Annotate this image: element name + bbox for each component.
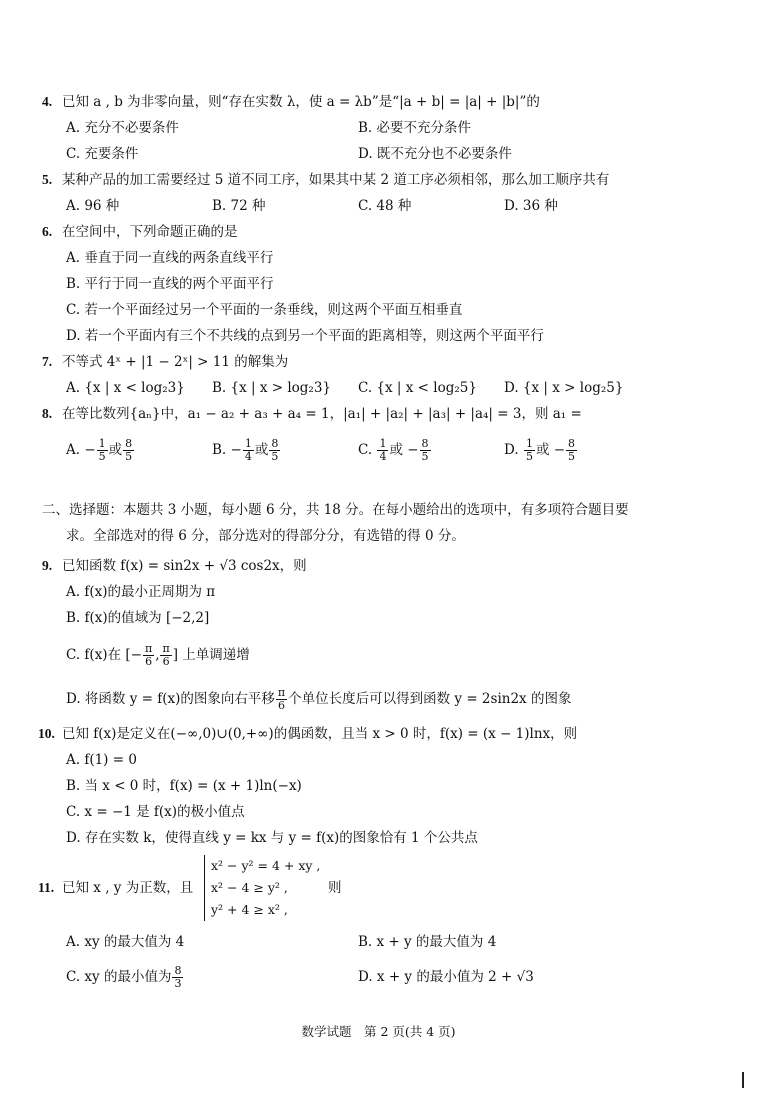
question-6-option-c-row (0, 300, 757, 324)
numerator: 1 (98, 437, 106, 450)
option-b: B. 72 种 (212, 198, 266, 214)
question-11-options-1 (0, 932, 757, 956)
fraction (243, 438, 254, 463)
question-6-option-b-row (0, 274, 757, 298)
question-4-options-1 (0, 118, 757, 142)
option-b: B. x + y 的最大值为 4 (358, 934, 497, 950)
numerator: 8 (568, 437, 576, 450)
numerator: 8 (174, 964, 182, 977)
question-5-stem (0, 170, 757, 194)
numerator: 1 (379, 437, 387, 450)
question-10-option-d-row (0, 828, 757, 852)
section-title-line2: 求。全部选对的得 6 分，部分选对的得部分分，有选错的得 0 分。 (66, 528, 465, 544)
option-label: C. (358, 442, 373, 458)
question-10-option-c-row (0, 802, 757, 826)
numerator: 8 (125, 437, 133, 450)
question-text: 已知 f(x)是定义在(−∞,0)∪(0,+∞)的偶函数，且当 x > 0 时，f(x) = (x − 1)lnx，则 (62, 726, 578, 742)
question-10-option-a-row (0, 750, 757, 774)
fraction (269, 438, 280, 463)
denominator: 5 (98, 450, 106, 463)
question-7-options (0, 378, 757, 402)
option-text: ] 上单调递增 (172, 647, 250, 663)
question-number: 7. (42, 354, 53, 369)
denominator: 3 (174, 977, 182, 990)
numerator: 8 (421, 437, 429, 450)
fraction (160, 643, 171, 668)
question-number: 8. (42, 406, 53, 421)
option-text: 个单位长度后可以得到函数 y = 2sin2x 的图象 (288, 691, 572, 707)
question-8-options (0, 432, 757, 472)
question-9-option-b-row (0, 608, 757, 632)
option-d: D. 既不充分也不必要条件 (358, 146, 512, 162)
question-text: 在空间中，下列命题正确的是 (62, 224, 238, 240)
or-text: 或 (254, 442, 269, 458)
option-a: A. f(x)的最小正周期为 π (66, 584, 216, 600)
option-a: A. 垂直于同一直线的两条直线平行 (66, 250, 274, 266)
fraction (276, 687, 287, 712)
option-b: B. 平行于同一直线的两个平面平行 (66, 276, 274, 292)
denominator: 5 (525, 450, 533, 463)
option-d (504, 432, 578, 468)
or-text: 或 (108, 442, 123, 458)
numerator: 1 (244, 437, 252, 450)
question-11-options-2 (0, 960, 757, 996)
equation-line: x² − y² = 4 + xy , (211, 858, 321, 873)
fraction (97, 438, 108, 463)
then-text: 则 (328, 880, 342, 896)
question-number: 6. (42, 224, 53, 239)
option-d: D. 若一个平面内有三个不共线的点到另一个平面的距离相等，则这两个平面平行 (66, 328, 544, 344)
scan-edge-mark (742, 1072, 744, 1088)
option-b: B. 必要不充分条件 (358, 120, 472, 136)
fraction (377, 438, 388, 463)
option-c: C. 若一个平面经过另一个平面的一条垂线，则这两个平面互相垂直 (66, 302, 463, 318)
numerator: 1 (525, 437, 533, 450)
fraction (420, 438, 431, 463)
comma: , (155, 647, 160, 663)
question-text: 已知 x , y 为正数，且 (62, 880, 194, 896)
question-number: 5. (42, 172, 53, 187)
option-a: A. {x | x < log₂3} (66, 380, 185, 396)
option-c: C. 充要条件 (66, 146, 139, 162)
question-6-option-d-row (0, 326, 757, 350)
question-9-option-c-row (0, 638, 757, 674)
section-2-heading-cont (0, 526, 757, 550)
denominator: 4 (379, 450, 387, 463)
option-b (212, 432, 281, 468)
denominator: 5 (421, 450, 429, 463)
option-c (66, 638, 250, 672)
or-text: 或 − (535, 442, 566, 458)
equation-line: x² − 4 ≥ y² , (211, 880, 288, 895)
option-c: C. x = −1 是 f(x)的极小值点 (66, 804, 245, 820)
fraction (123, 438, 134, 463)
question-text: 某种产品的加工需要经过 5 道不同工序，如果其中某 2 道工序必须相邻，那么加工顺序共有 (62, 172, 610, 188)
option-d: D. 存在实数 k，使得直线 y = kx 与 y = f(x)的图象恰有 1 个公共点 (66, 830, 478, 846)
question-text: 已知 a , b 为非零向量，则“存在实数 λ，使 a = λb”是“|a + b| = |a| + |b|”的 (62, 94, 540, 110)
denominator: 6 (278, 699, 285, 712)
option-d: D. x + y 的最小值为 2 + √3 (358, 969, 534, 985)
denominator: 6 (162, 655, 170, 668)
question-text: 不等式 4ˣ + |1 − 2ˣ| > 11 的解集为 (62, 354, 289, 370)
option-a: A. 96 种 (66, 198, 120, 214)
option-c: C. {x | x < log₂5} (358, 380, 477, 396)
question-text: 在等比数列{aₙ}中，a₁ − a₂ + a₃ + a₄ = 1，|a₁| + |a₂| + |a₃| + |a₄| = 3，则 a₁ = (62, 406, 582, 422)
question-4-stem (0, 92, 757, 116)
minus-sign: − (84, 442, 96, 458)
option-c: C. 48 种 (358, 198, 412, 214)
option-a: A. 充分不必要条件 (66, 120, 179, 136)
option-b: B. f(x)的值域为 [−2,2] (66, 610, 210, 626)
option-d: D. 36 种 (504, 198, 558, 214)
question-6-stem (0, 222, 757, 246)
denominator: 5 (125, 450, 133, 463)
fraction (143, 643, 154, 668)
fraction (172, 965, 183, 990)
question-9-option-a-row (0, 582, 757, 606)
question-number: 4. (42, 94, 53, 109)
option-d (66, 682, 571, 716)
page-footer: 数学试题 第 2 页(共 4 页) (301, 1024, 456, 1039)
option-a: A. f(1) = 0 (66, 752, 137, 768)
equation-system (204, 855, 320, 921)
denominator: 5 (271, 450, 279, 463)
option-c (66, 960, 184, 994)
option-b: B. {x | x > log₂3} (212, 380, 332, 396)
question-4-options-2 (0, 144, 757, 168)
section-2-heading (0, 500, 757, 524)
fraction (566, 438, 577, 463)
option-label: A. (66, 442, 81, 458)
numerator: π (144, 642, 153, 655)
fraction (524, 438, 535, 463)
denominator: 5 (568, 450, 576, 463)
question-number: 9. (42, 558, 53, 573)
option-label: B. (212, 442, 227, 458)
denominator: 6 (145, 655, 153, 668)
option-text: C. xy 的最小值为 (66, 969, 172, 985)
question-number: 11. (38, 880, 55, 895)
equation-line: y² + 4 ≥ x² , (211, 902, 288, 917)
numerator: π (162, 642, 170, 655)
option-label: D. (504, 442, 519, 458)
option-d: D. {x | x > log₂5} (504, 380, 624, 396)
numerator: 8 (271, 437, 279, 450)
option-a: A. xy 的最大值为 4 (66, 934, 185, 950)
question-10-stem (0, 724, 757, 748)
option-text: C. f(x)在 [− (66, 647, 142, 663)
section-title-line1: 二、选择题：本题共 3 小题，每小题 6 分，共 18 分。在每小题给出的选项中，有多项符合题目要 (42, 502, 629, 518)
question-11-stem (0, 878, 757, 902)
question-9-stem (0, 556, 757, 580)
question-6-option-a-row (0, 248, 757, 272)
option-a (66, 432, 135, 468)
question-9-option-d-row (0, 682, 757, 718)
minus-sign: − (230, 442, 242, 458)
option-b: B. 当 x < 0 时，f(x) = (x + 1)ln(−x) (66, 778, 302, 794)
question-5-options (0, 196, 757, 220)
option-text: D. 将函数 y = f(x)的图象向右平移 (66, 691, 275, 707)
question-8-stem (0, 404, 757, 428)
question-7-stem (0, 352, 757, 376)
question-number: 10. (38, 726, 55, 741)
question-text: 已知函数 f(x) = sin2x + √3 cos2x，则 (62, 558, 307, 574)
option-c (358, 432, 432, 468)
or-text: 或 − (389, 442, 419, 458)
numerator: π (277, 686, 286, 699)
denominator: 4 (244, 450, 252, 463)
question-10-option-b-row (0, 776, 757, 800)
